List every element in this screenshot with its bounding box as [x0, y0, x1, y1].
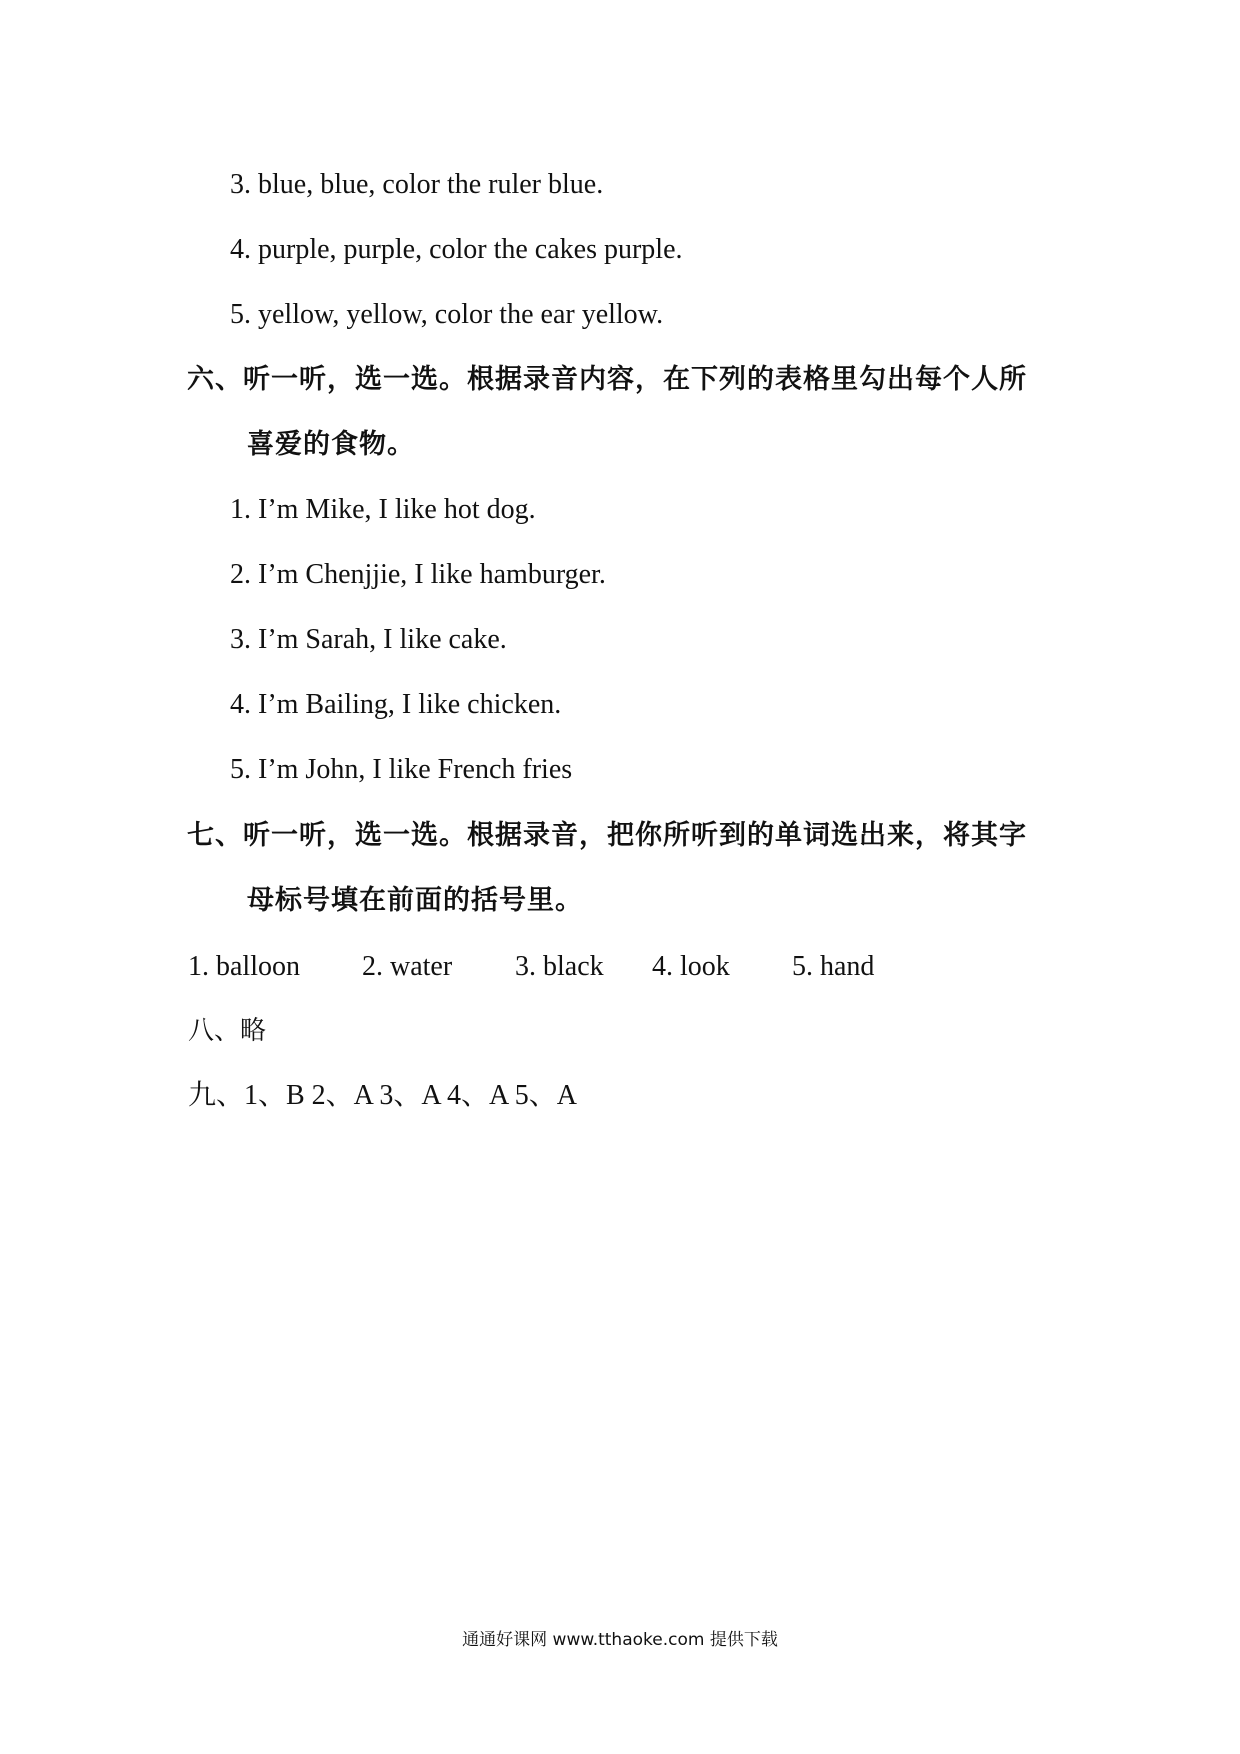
section9-label: 九、1、B 2、A 3、A 4、A 5、A [188, 1080, 577, 1111]
section8-label: 八、略 [188, 1016, 267, 1046]
section7-heading-line1: 七、听一听，选一选。根据录音，把你所听到的单词选出来，将其字 [187, 820, 1027, 851]
footer-text: 通通好课网 www.tthaoke.com 提供下载 [462, 1630, 778, 1650]
section6-item-1: 1. I’m Mike, I like hot dog. [230, 494, 536, 525]
section6-heading-line2: 喜爱的食物。 [247, 429, 415, 460]
section5-item-3: 3. blue, blue, color the ruler blue. [230, 169, 604, 200]
section5-item-5: 5. yellow, yellow, color the ear yellow. [230, 299, 664, 330]
section5-item-4: 4. purple, purple, color the cakes purple. [230, 234, 683, 265]
section6-item-2: 2. I’m Chenjjie, I like hamburger. [230, 559, 606, 590]
section6-item-5: 5. I’m John, I like French fries [230, 754, 573, 785]
section6-item-4: 4. I’m Bailing, I like chicken. [230, 689, 562, 720]
section7-answer-5: 5. hand [792, 951, 875, 982]
section7-answer-4: 4. look [652, 951, 730, 982]
section7-answer-2: 2. water [362, 951, 453, 982]
section6-item-3: 3. I’m Sarah, I like cake. [230, 624, 507, 655]
section6-heading-line1: 六、听一听，选一选。根据录音内容，在下列的表格里勾出每个人所 [187, 364, 1027, 395]
section7-heading-line2: 母标号填在前面的括号里。 [247, 885, 583, 916]
section7-answer-1: 1. balloon [188, 951, 300, 982]
section7-answer-3: 3. black [515, 951, 604, 982]
